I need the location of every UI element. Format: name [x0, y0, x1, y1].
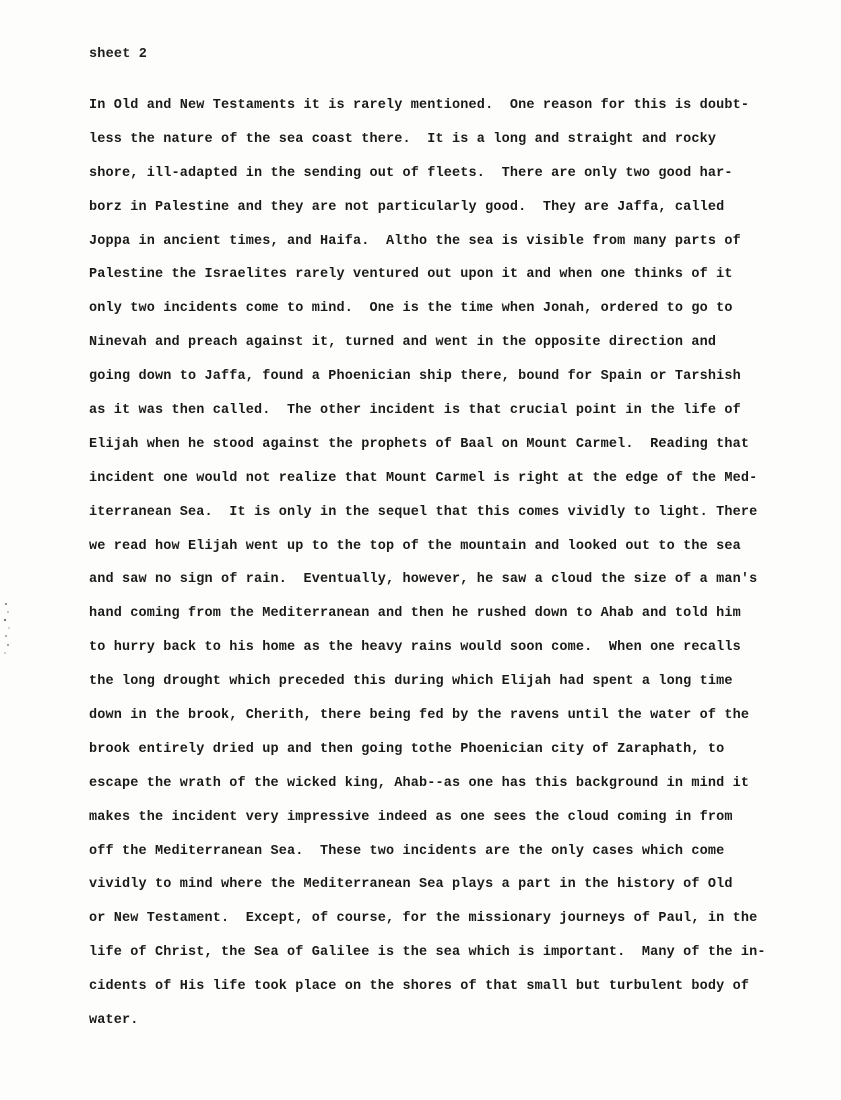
text-line: the long drought which preceded this during which Elijah had spent a long time — [89, 674, 733, 690]
text-line: cidents of His life took place on the shores of that small but turbulent body of — [89, 979, 750, 995]
text-line: off the Mediterranean Sea. These two incidents are the only cases which come — [89, 843, 725, 859]
text-line: incident one would not realize that Mount Carmel is right at the edge of the Med- — [89, 470, 758, 486]
text-line: going down to Jaffa, found a Phoenician ship there, bound for Spain or Tarshish — [89, 369, 741, 385]
body-text — [89, 96, 809, 1045]
text-line: and saw no sign of rain. Eventually, however, he saw a cloud the size of a man's — [89, 572, 758, 588]
text-line: Palestine the Israelites rarely ventured out upon it and when one thinks of it — [89, 267, 733, 283]
text-line: Elijah when he stood against the prophets of Baal on Mount Carmel. Reading that — [89, 436, 750, 452]
text-line: down in the brook, Cherith, there being fed by the ravens until the water of the — [89, 708, 750, 724]
text-line: shore, ill-adapted in the sending out of fleets. There are only two good har- — [89, 165, 733, 181]
text-line: or New Testament. Except, of course, for the missionary journeys of Paul, in the — [89, 911, 758, 927]
text-line: Ninevah and preach against it, turned and went in the opposite direction and — [89, 335, 717, 351]
text-line: brook entirely dried up and then going tothe Phoenician city of Zaraphath, to — [89, 741, 725, 757]
text-line: we read how Elijah went up to the top of the mountain and looked out to the sea — [89, 538, 741, 554]
text-line: borz in Palestine and they are not particularly good. They are Jaffa, called — [89, 199, 725, 215]
text-line: vividly to mind where the Mediterranean Sea plays a part in the history of Old — [89, 877, 733, 893]
text-line: life of Christ, the Sea of Galilee is the sea which is important. Many of the in- — [89, 945, 766, 961]
sheet-number-label: sheet 2 — [89, 47, 148, 62]
text-line: less the nature of the sea coast there. It is a long and straight and rocky — [89, 131, 717, 147]
text-line: water. — [89, 1013, 139, 1029]
text-line: as it was then called. The other incident is that crucial point in the life of — [89, 403, 741, 419]
text-line: makes the incident very impressive indeed as one sees the cloud coming in from — [89, 809, 733, 825]
text-line: to hurry back to his home as the heavy rains would soon come. When one recalls — [89, 640, 741, 656]
text-line: hand coming from the Mediterranean and then he rushed down to Ahab and told him — [89, 606, 741, 622]
text-line: In Old and New Testaments it is rarely mentioned. One reason for this is doubt- — [89, 98, 750, 113]
text-line: iterranean Sea. It is only in the sequel that this comes vividly to light. There — [89, 504, 758, 520]
text-line: escape the wrath of the wicked king, Ahab--as one has this background in mind it — [89, 775, 750, 791]
text-line: only two incidents come to mind. One is the time when Jonah, ordered to go to — [89, 301, 733, 317]
text-line: Joppa in ancient times, and Haifa. Altho the sea is visible from many parts of — [89, 233, 741, 249]
margin-speck-mark — [2, 598, 12, 660]
